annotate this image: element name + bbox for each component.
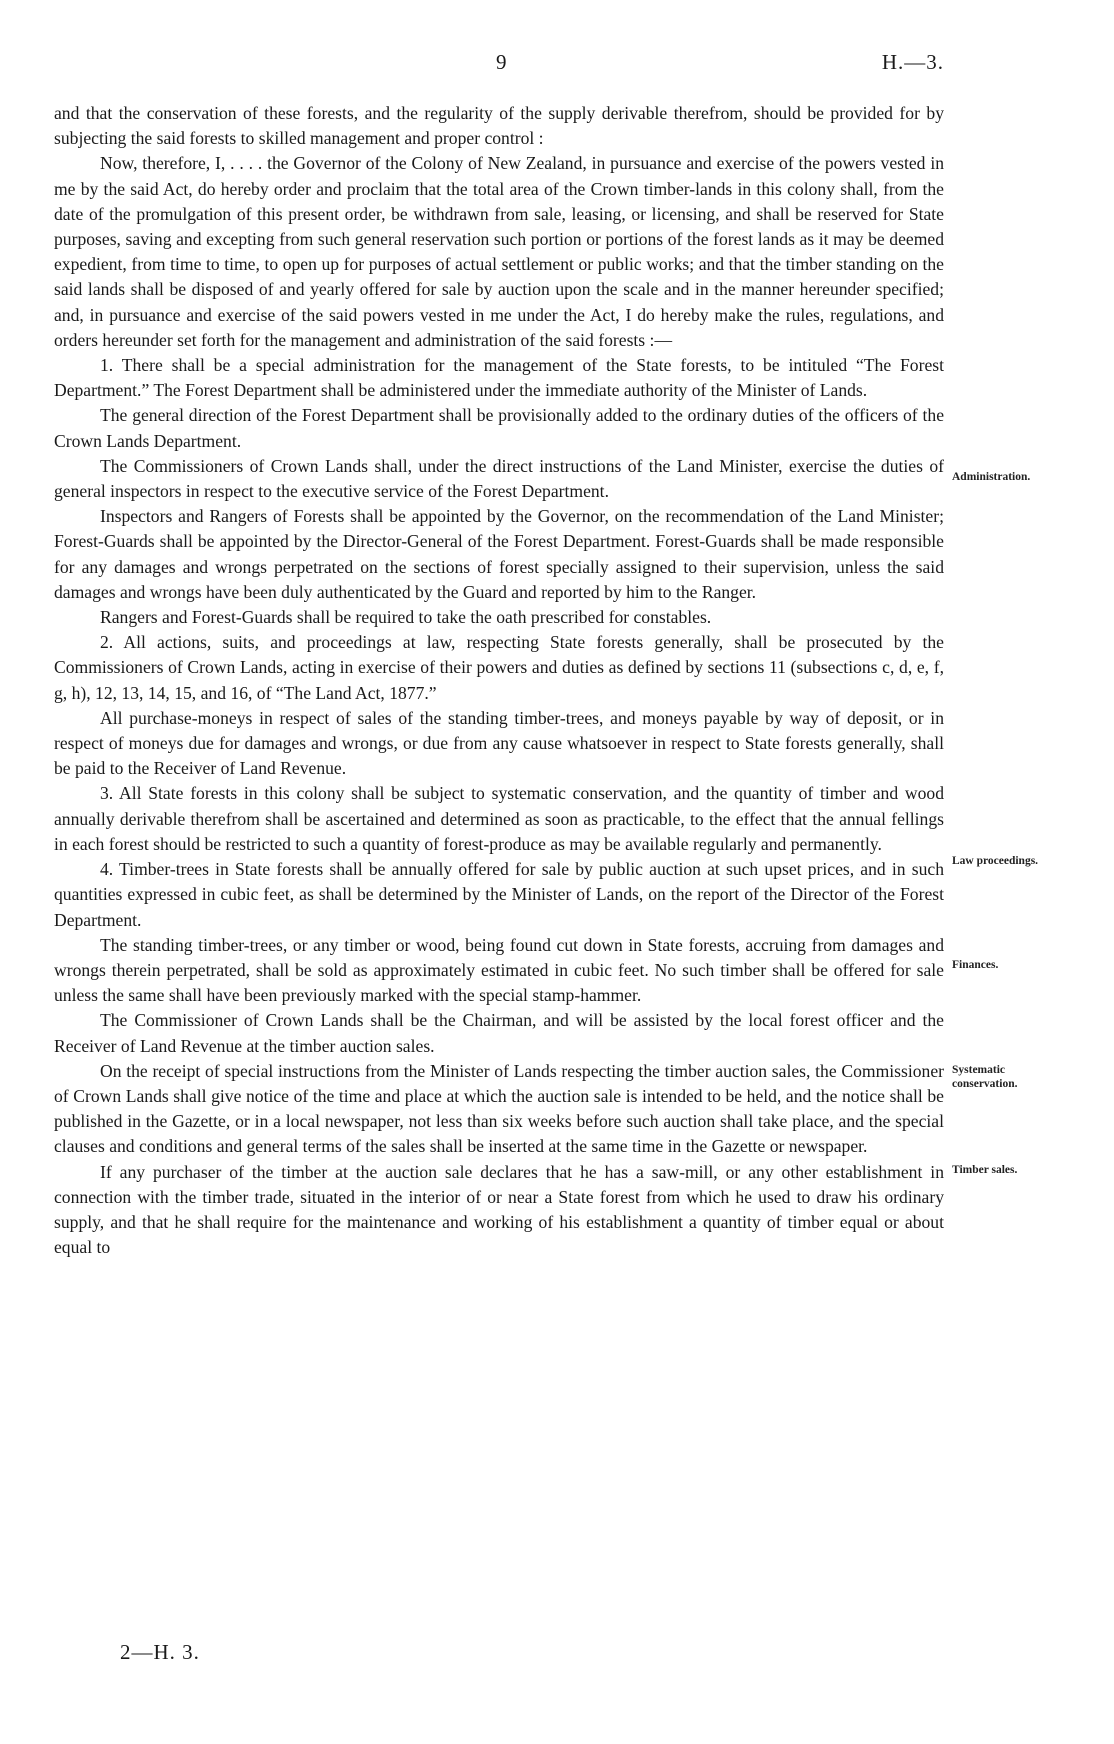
paragraph: 2. All actions, suits, and proceedings at law, respecting State forests generally, shall be prosecuted by the Commissioners of Crown Lands, acting in exercise of their powers and duties as defined by sections 11 (subsections c, d, e, f, g, h), 12, 13, 14, 15, and 16, of “The Land Act, 1877.” — [54, 632, 944, 703]
paragraph: If any purchaser of the timber at the auction sale declares that he has a saw-mill, or any other establishment in connection with the timber trade, situated in the interior of or near a State forest from which he used to draw his ordinary supply, and that he shall require for the maintenance and working of his establishment a quantity of timber equal or about equal to — [54, 1161, 944, 1258]
margin-note-finances: Finances. — [952, 959, 999, 971]
margin-note-systematic-conservation: Systematic conservation. — [952, 1064, 1018, 1090]
body-text — [54, 101, 944, 1260]
document-reference: H.—3. — [881, 50, 944, 74]
paragraph: and that the conservation of these forests, and the regularity of the supply derivable therefrom, should be provided for by subjecting the said forests to skilled management and proper control : — [54, 103, 944, 149]
paragraph: 1. There shall be a special administration for the management of the State forests, to be intituled “The Forest Department.” The Forest Department shall be administered under the immediate authority of the Minister of Lands. — [54, 355, 944, 401]
paragraph: All purchase-moneys in respect of sales of the standing timber-trees, and moneys payable by way of deposit, or in respect of moneys due for damages and wrongs, or due from any cause whatsoever in respect to State forests generally, shall be paid to the Receiver of Land Revenue. — [54, 707, 944, 779]
paragraph: On the receipt of special instructions from the Minister of Lands respecting the timber auction sales, the Commissioner of Crown Lands shall give notice of the time and place at which the auction sale is intended to be held, and the notice shall be published in the Gazette, or in a local newspaper, not less than six weeks before such auction shall take place, and the special clauses and conditions and general terms of the sales shall be inserted at the same time in the Gazette or newspaper. — [54, 1060, 944, 1157]
paragraph: 3. All State forests in this colony shall be subject to systematic conservation, and the quantity of timber and wood annually derivable therefrom shall be ascertained and determined as soon as practicable, to the effect that the annual fellings in each forest should be restricted to such a quantity of forest-produce as may be available regularly and permanently. — [54, 783, 944, 854]
margin-note-timber-sales: Timber sales. — [952, 1164, 1018, 1176]
paragraph: The general direction of the Forest Department shall be provisionally added to the ordinary duties of the officers of the Crown Lands Department. — [54, 405, 944, 451]
signature-mark: 2—H. 3. — [120, 1640, 200, 1664]
margin-note-law-proceedings: Law proceedings. — [952, 855, 1039, 867]
paragraph: Rangers and Forest-Guards shall be required to take the oath prescribed for constables. — [100, 607, 712, 628]
paragraph: Now, therefore, I, . . . . the Governor of the Colony of New Zealand, in pursuance and exercise of the powers vested in me by the said Act, do hereby order and proclaim that the total area of the Crown timber-lands in this colony shall, from the date of the promulgation of this present order, be withdrawn from sale, leasing, or licensing, and shall be reserved for State purposes, saving and excepting from such general reservation such portion or portions of the forest lands as it may be deemed expedient, from time to time, to open up for purposes of actual settlement or public works; and that the timber standing on the said lands shall be disposed of and yearly offered for sale by auction upon the scale and in the manner hereunder specified; and, in pursuance and exercise of the said powers vested in me under the Act, I do hereby make the rules, regulations, and orders hereunder set forth for the management and administration of the said forests :— — [54, 153, 944, 350]
paragraph: Inspectors and Rangers of Forests shall be appointed by the Governor, on the recommendation of the Land Minister; Forest-Guards shall be appointed by the Director-General of the Forest Department. Forest-Guards shall be made responsible for any damages and wrongs perpetrated on the sections of forest specially assigned to their supervision, unless the said damages and wrongs have been duly authenticated by the Guard and reported by him to the Ranger. — [54, 506, 944, 602]
margin-note-administration: Administration. — [952, 471, 1031, 483]
paragraph: The standing timber-trees, or any timber or wood, being found cut down in State forests, accruing from damages and wrongs therein perpetrated, shall be sold as approximately estimated in cubic feet. No such timber shall be offered for sale unless the same shall have been previously marked with the special stamp-hammer. — [54, 934, 944, 1006]
page-number: 9 — [496, 50, 507, 74]
paragraph: The Commissioner of Crown Lands shall be the Chairman, and will be assisted by the local forest officer and the Receiver of Land Revenue at the timber auction sales. — [54, 1010, 944, 1056]
paragraph: The Commissioners of Crown Lands shall, under the direct instructions of the Land Minister, exercise the duties of general inspectors in respect to the executive service of the Forest Department. — [54, 455, 944, 502]
paragraph: 4. Timber-trees in State forests shall be annually offered for sale by public auction at such upset prices, and in such quantities expressed in cubic feet, as shall be determined by the Minister of Lands, on the report of the Director of the Forest Department. — [54, 859, 944, 930]
